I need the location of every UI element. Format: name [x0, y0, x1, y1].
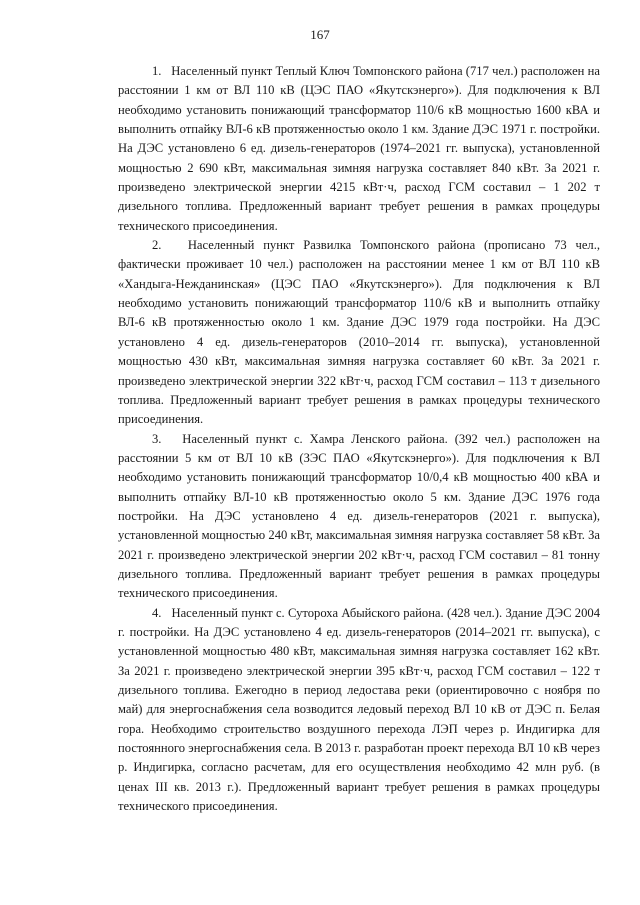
paragraph-text: Населенный пункт с. Хамра Ленского района. (392 чел.) расположен на расстоянии 5 км от ВЛ 10 кВ (ЗЭС ПАО «Якутскэнерго»). Для подключения к ВЛ необходимо установить понижающий трансформатор 10/0,4 кВ мощностью 400 кВА и выполнить отпайку ВЛ-10 кВ протяженностью около 5 км. Здание ДЭС 1976 года постройки. На ДЭС установлено 4 ед. дизель-генераторов (2021 г. выпуска), установленной мощностью 240 кВт, максимальная зимняя нагрузка составляет 58 кВт. За 2021 г. произведено электрической энергии 202 кВт·ч, расход ГСМ составил – 81 тонну дизельного топлива. Предложенный вариант требует решения в рамках процедуры технического присоединения. — [118, 431, 600, 601]
paragraph-text: Населенный пункт Теплый Ключ Томпонского района (717 чел.) расположен на расстоянии 1 км от ВЛ 110 кВ (ЦЭС ПАО «Якутскэнерго»). Для подключения к ВЛ необходимо установить понижающий трансформатор 110/6 кВ мощностью 1600 кВА и выполнить отпайку ВЛ-6 кВ протяженностью около 1 км. Здание ДЭС 1971 г. постройки. На ДЭС установлено 6 ед. дизель-генераторов (1974–2021 гг. выпуска), установленной мощностью 2 690 кВт, максимальная зимняя нагрузка составляет 840 кВт. За 2021 г. произведено электрической энергии 4215 кВт·ч, расход ГСМ составил – 1 202 т дизельного топлива. Предложенный вариант требует решения в рамках процедуры технического присоединения. — [118, 64, 600, 233]
document-body — [118, 62, 600, 816]
page-number: 167 — [310, 27, 330, 42]
paragraph-4 — [118, 604, 600, 817]
paragraph-number: 1. — [152, 64, 162, 78]
paragraph-text: Населенный пункт с. Сутороха Абыйского района. (428 чел.). Здание ДЭС 2004 г. постройки. На ДЭС установлено 4 ед. дизель-генераторов (2014–2021 гг. выпуска), с установленной мощностью 480 кВт, максимальная зимняя нагрузка составляет 162 кВт. За 2021 г. произведено электрической энергии 395 кВт·ч, расход ГСМ составил – 122 т дизельного топлива. Ежегодно в период ледостава реки (ориентировочно с ноября по май) для энергоснабжения села возводится ледовый переход ВЛ 10 кВ от ДЭС п. Белая гора. Необходимо строительство воздушного перехода ЛЭП через р. Индигирка для постоянного энергоснабжения села. В 2013 г. разработан проект перехода ВЛ 10 кВ через р. Индигирка, согласно расчетам, для его осуществления необходимо 42 млн руб. (в ценах III кв. 2013 г.). Предложенный вариант требует решения в рамках процедуры технического присоединения. — [118, 605, 600, 814]
paragraph-2 — [118, 236, 600, 429]
paragraph-1 — [118, 62, 600, 236]
paragraph-3 — [118, 430, 600, 604]
paragraph-number: 4. — [152, 605, 162, 620]
paragraph-text: Населенный пункт Развилка Томпонского района (прописано 73 чел., фактически проживает 10 чел.) расположен на расстоянии менее 1 км от ВЛ 110 кВ «Хандыга-Нежданинская» (ЦЭС ПАО «Якутскэнерго»). Для подключения к ВЛ необходимо установить понижающий трансформатор 110/6 кВ и выполнить отпайку ВЛ-6 кВ протяженностью около 1 км. Здание ДЭС 1979 года постройки. На ДЭС установлено 4 ед. дизель-генераторов (2010–2014 гг. выпуска), установленной мощностью 430 кВт, максимальная зимняя нагрузка составляет 60 кВт. За 2021 г. произведено электрической энергии 322 кВт·ч, расход ГСМ составил – 113 т дизельного топлива. Предложенный вариант требует решения в рамках процедуры технического присоединения. — [118, 238, 600, 427]
paragraph-number: 3. — [152, 431, 162, 446]
paragraph-number: 2. — [152, 238, 162, 253]
